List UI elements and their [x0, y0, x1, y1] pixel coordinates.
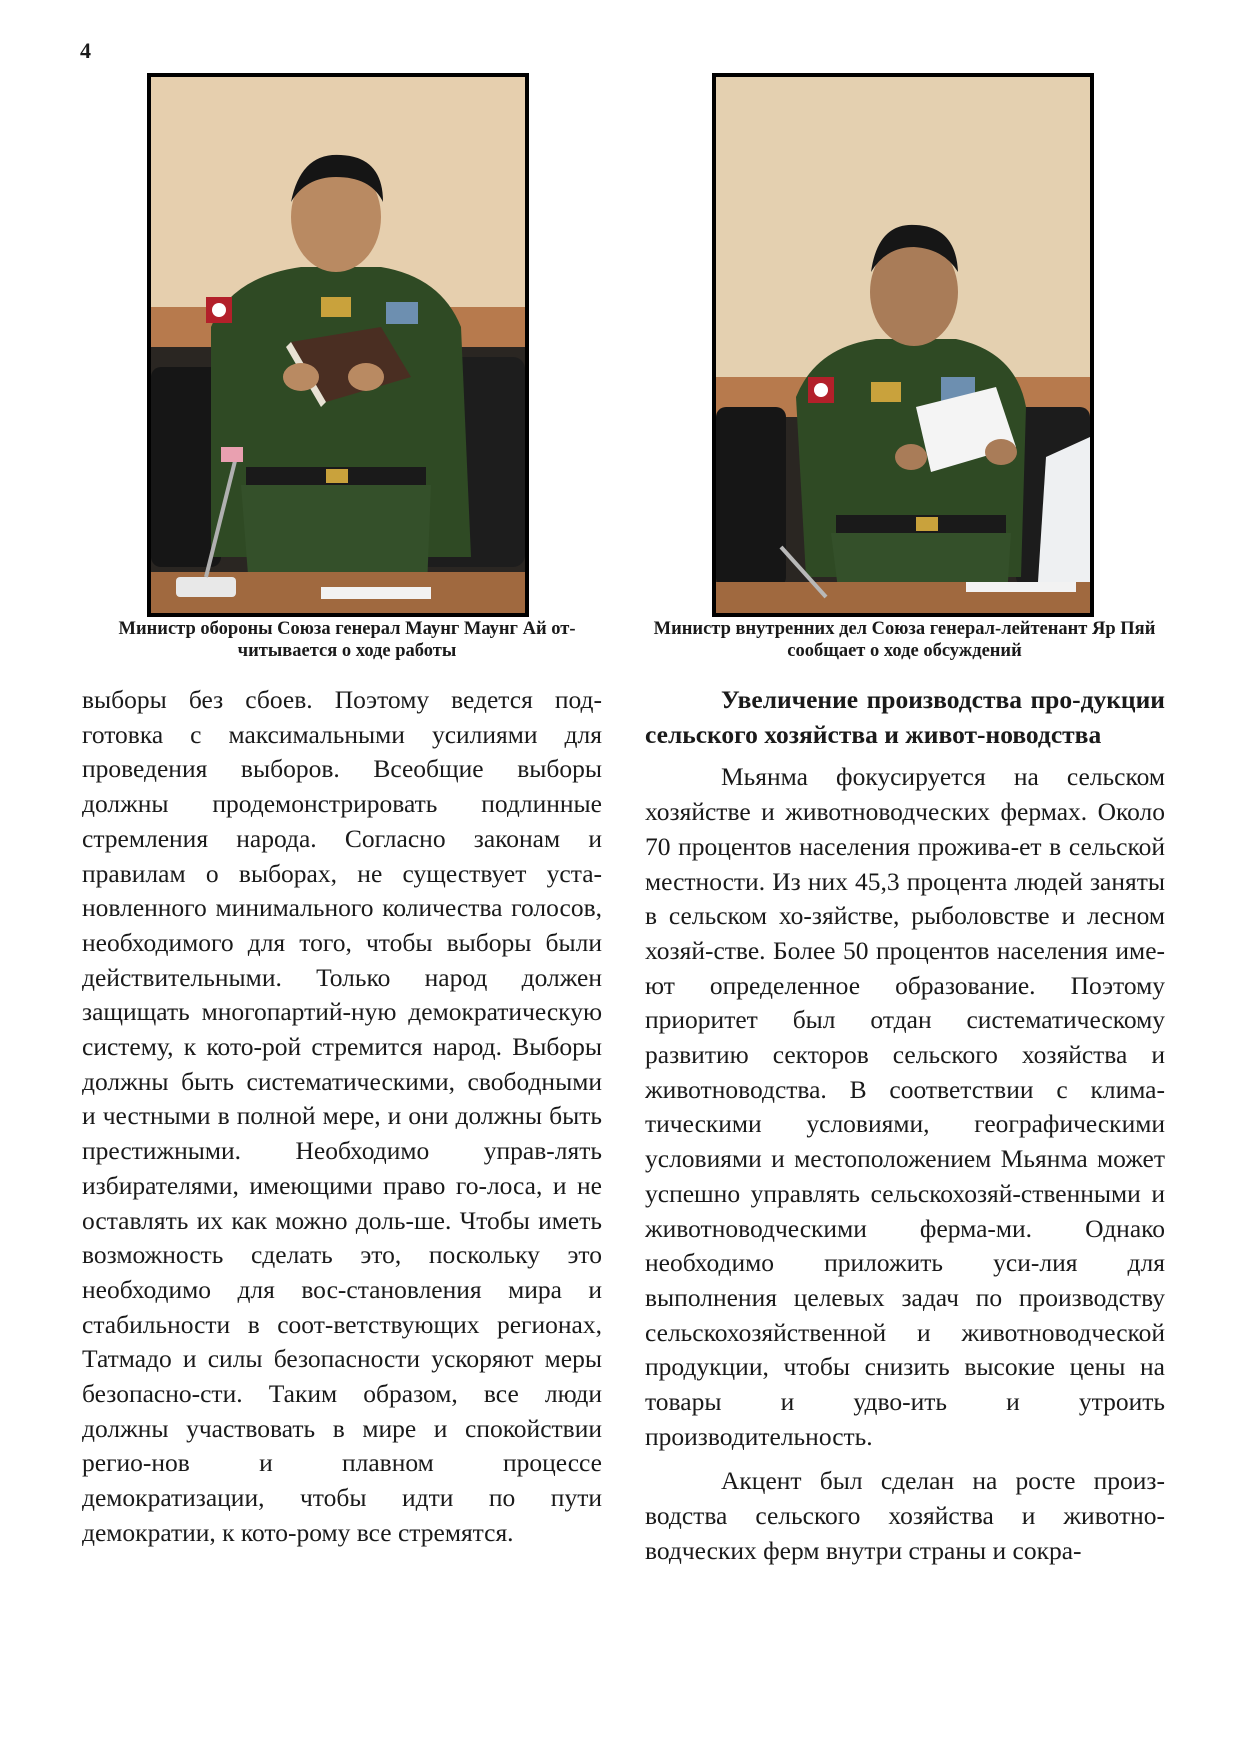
- photo-caption-left: Министр обороны Союза генерал Маунг Маунг Ай от-читывается о ходе работы: [118, 619, 576, 661]
- section-heading: Увеличение производства про-дукции сельского хозяйства и живот-новодства: [645, 685, 1165, 749]
- photo-caption-right: Министр внутренних дел Союза генерал-лейтенант Яр Пяй сообщает о ходе обсуждений: [653, 619, 1156, 661]
- page-number: 4: [80, 38, 91, 63]
- body-paragraph: Акцент был сделан на росте произ-водства сельского хозяйства и животно-водческих ферм внутри страны и сокра-: [645, 1466, 1165, 1565]
- officer-reading-notebook-photo: [147, 73, 529, 617]
- officer-reading-paper-photo: [712, 73, 1094, 617]
- body-paragraph: выборы без сбоев. Поэтому ведется под-готовка с максимальными усилиями для проведения выборов. Всеобщие выборы должны продемонстрировать подлинные стремления народа. Согласно законам и правилам о выборах, не существует уста-новленного минимального количества голосов, необходимого для того, чтобы выборы были действительными. Только народ должен защищать многопартий-ную демократическую систему, к кото-рой стремится народ. Выборы должны быть систематическими, свободными и честными в полной мере, и они должны быть престижными. Необходимо управ-лять избирателями, имеющими право го-лоса, и не оставлять их как можно доль-ше. Чтобы иметь возможность сделать это, поскольку это необходимо для вос-становления мира и стабильности в соот-ветствующих регионах, Татмадо и силы безопасности ускоряют меры безопасно-сти. Таким образом, все люди должны участвовать в мире и спокойствии регио-нов и плавном процессе демократизации, чтобы идти по пути демократии, к кото-рому все стремятся.: [82, 685, 602, 1547]
- body-paragraph: Мьянма фокусируется на сельском хозяйстве и животноводческих фермах. Около 70 процентов населения прожива-ет в сельской местности. Из них 45,3 процента людей заняты в сельском хо-зяйстве, рыболовстве и лесном хозяй-стве. Более 50 процентов населения име-ют определенное образование. Поэтому приоритет был отдан систематическому развитию секторов сельского хозяйства и животноводства. В соответствии с клима-тическими условиями, географическими условиями и местоположением Мьянма может успешно управлять сельскохозяй-ственными и животноводческими ферма-ми. Однако необходимо приложить уси-лия для выполнения целевых задач по производству сельскохозяйственной и животноводческой продукции, чтобы снизить высокие цены на товары и удво-ить и утроить производительность.: [645, 762, 1165, 1451]
- right-text-column: [645, 683, 1165, 1569]
- left-text-column: [82, 683, 602, 1551]
